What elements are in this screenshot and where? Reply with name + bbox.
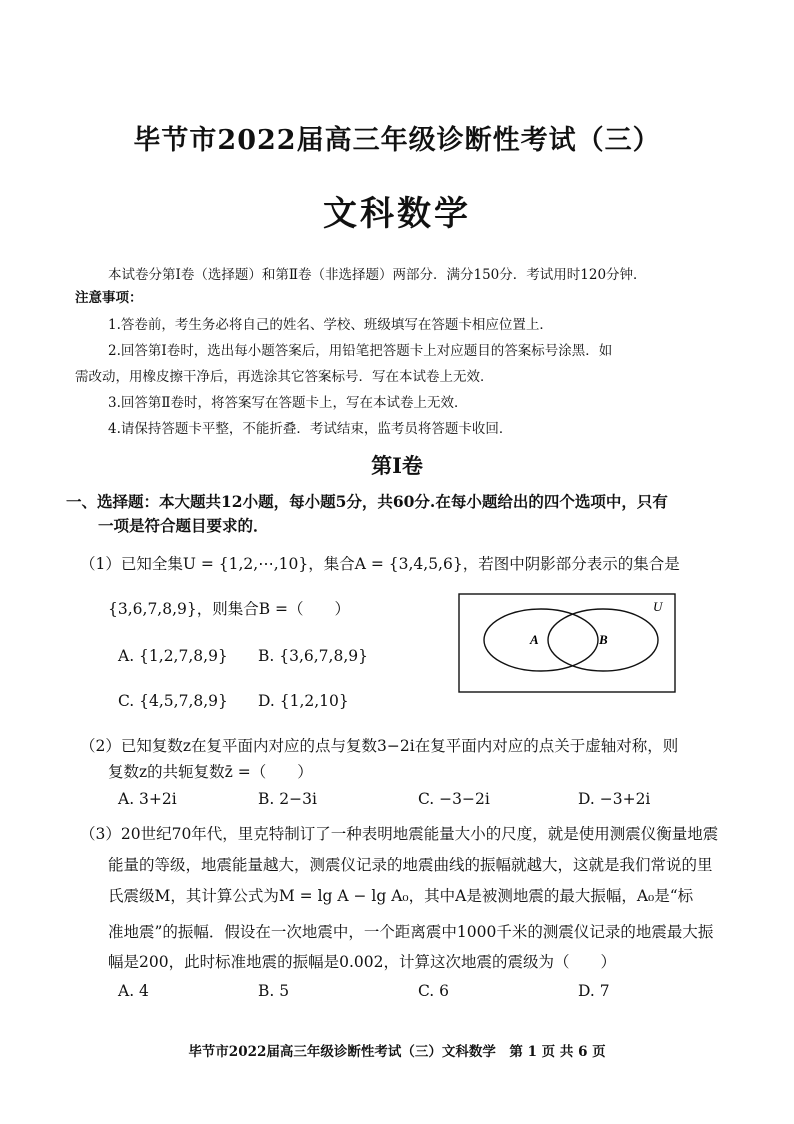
- venn-label-u: U: [653, 599, 663, 614]
- q3-line-5: 幅是200，此时标准地震的振幅是0.002，计算这次地震的震级为（ ）: [108, 953, 616, 971]
- intro-note: 本试卷分第Ⅰ卷（选择题）和第Ⅱ卷（非选择题）两部分．满分150分．考试用时120分钟．: [108, 267, 647, 283]
- q2-option-d: D. −3+2i: [578, 790, 651, 808]
- q1-option-b: B. {3,6,7,8,9}: [258, 647, 368, 665]
- venn-label-a: A: [530, 632, 539, 647]
- venn-diagram: [458, 593, 676, 693]
- universal-set-box: [459, 594, 675, 692]
- q2-option-a: A. 3+2i: [118, 790, 177, 808]
- q2-line-1: （2）已知复数z在复平面内对应的点与复数3−2i在复平面内对应的点关于虚轴对称，则: [80, 737, 679, 755]
- notes-heading: 注意事项：: [75, 290, 143, 306]
- section-line-2: 一项是符合题目要求的．: [98, 516, 269, 535]
- note-4: 4.请保持答题卡平整，不能折叠．考试结束，监考员将答题卡收回．: [108, 421, 513, 437]
- q1-option-c: C. {4,5,7,8,9}: [118, 692, 228, 710]
- q3-line-3: 氏震级M，其计算公式为M = lg A − lg A₀，其中A是被测地震的最大振幅，A₀是“标: [108, 887, 694, 905]
- q3-option-a: A. 4: [118, 982, 149, 1000]
- note-1: 1.答卷前，考生务必将自己的姓名、学校、班级填写在答题卡相应位置上．: [108, 317, 553, 333]
- q3-option-c: C. 6: [418, 982, 450, 1000]
- q3-option-b: B. 5: [258, 982, 290, 1000]
- section-line-1: 一、选择题：本大题共12小题，每小题5分，共60分.在每小题给出的四个选项中，只有: [66, 492, 668, 511]
- q1-option-a: A. {1,2,7,8,9}: [118, 647, 228, 665]
- q2-option-b: B. 2−3i: [258, 790, 317, 808]
- set-a-ellipse: [484, 609, 598, 671]
- note-3: 3.回答第Ⅱ卷时，将答案写在答题卡上，写在本试卷上无效．: [108, 395, 468, 411]
- q1-line-2: {3,6,7,8,9}，则集合B =（ ）: [108, 600, 351, 618]
- q3-option-d: D. 7: [578, 982, 610, 1000]
- q2-line-2: 复数z的共轭复数z̄ =（ ）: [108, 763, 313, 781]
- q3-line-1: （3）20世纪70年代，里克特制订了一种表明地震能量大小的尺度，就是使用测震仪衡量地震: [80, 825, 719, 843]
- q3-line-4: 准地震”的振幅．假设在一次地震中，一个距离震中1000千米的测震仪记录的地震最大振: [108, 923, 714, 941]
- q1-line-1: （1）已知全集U = {1,2,⋯,10}，集合A = {3,4,5,6}，若图中阴影部分表示的集合是: [80, 555, 680, 573]
- subject-title: 文科数学: [323, 194, 471, 234]
- note-2b: 需改动，用橡皮擦干净后，再选涂其它答案标号．写在本试卷上无效．: [75, 369, 494, 385]
- part-heading: 第Ⅰ卷: [371, 453, 423, 478]
- page-footer: 毕节市2022届高三年级诊断性考试（三）文科数学 第 1 页 共 6 页: [188, 1044, 606, 1060]
- q2-option-c: C. −3−2i: [418, 790, 490, 808]
- exam-title: 毕节市2022届高三年级诊断性考试（三）: [133, 125, 661, 156]
- note-2a: 2.回答第Ⅰ卷时，选出每小题答案后，用铅笔把答题卡上对应题目的答案标号涂黑．如: [108, 343, 613, 359]
- q3-line-2: 能量的等级，地震能量越大，测震仪记录的地震曲线的振幅就越大，这就是我们常说的里: [108, 856, 713, 874]
- venn-label-b: B: [599, 632, 608, 647]
- q1-option-d: D. {1,2,10}: [258, 692, 349, 710]
